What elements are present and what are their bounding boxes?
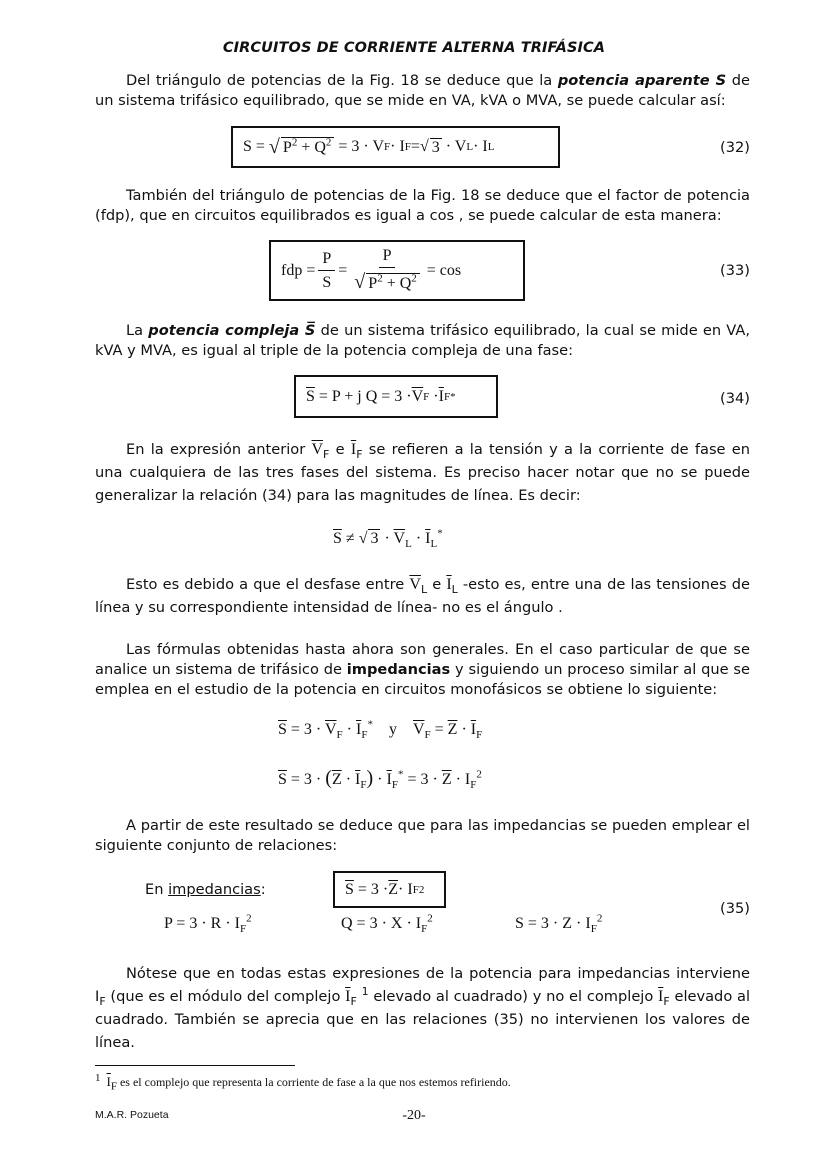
term-impedances: impedancias bbox=[346, 661, 451, 678]
equation-35-label: En impedancias: bbox=[145, 881, 266, 898]
equation-35-reactive-power: $Q = 3 \cdot X \cdot I_F^2$ bbox=[341, 912, 433, 936]
paragraph-note: Nótese que en todas estas expresiones de la potencia para impedancias interviene $I_F$ (que es el módulo del complejo $\overline{I}_F$ $^1$ elevado al cuadrado) y no el complejo $\overline{I}_F$ elevado al cuadrado. También se aprecia que en las relaciones (35) no intervienen los valores de línea. bbox=[95, 965, 751, 1051]
paragraph-complex-power: La potencia compleja S̅ de un sistema trifásico equilibrado, la cual se mide en VA, kVA y MVA, es igual al triple de la potencia compleja de una fase: bbox=[95, 322, 750, 359]
equation-inequality: $\overline{S}$ ≠ √ $3 \cdot \overline{V}_L \cdot \overline{I}_L^*$ bbox=[333, 527, 443, 551]
footer-author: M.A.R. Pozueta bbox=[95, 1109, 169, 1121]
paragraph-apparent-power: Del triángulo de potencias de la Fig. 18 se deduce que la potencia aparente S de un sistema trifásico equilibrado, que se mide en VA, kVA o MVA, se puede calcular así: bbox=[95, 72, 750, 109]
equation-35-number: (35) bbox=[720, 900, 750, 917]
page-number: -20- bbox=[402, 1108, 426, 1123]
paragraph-phase-magnitudes: En la expresión anterior $\overline{V}_F$ e $\overline{I}_F$ se refieren a la tensión y a la corriente de fase en una cualquiera de las tres fases del sistema. Es preciso hacer notar que no se puede generalizar la relación (34) para las magnitudes de línea. Es decir: bbox=[95, 441, 751, 504]
term-complex-power: potencia compleja S̅ bbox=[148, 322, 316, 339]
footnote: $^1$ $\overline{I}_F$ es el complejo que representa la corriente de fase a la que nos estemos refiriendo. bbox=[95, 1072, 511, 1093]
equation-35-apparent-power: $S = 3 \cdot Z \cdot I_F^2$ bbox=[515, 912, 603, 936]
equation-34-box: $\overline{S}$ = P + j Q = 3 · $\overline{V}$ F · $\overline{I}$ F * bbox=[294, 375, 498, 418]
term-apparent-power: potencia aparente S bbox=[557, 72, 727, 89]
equation-derivation-2: $\overline{S} = 3 \cdot (\overline{Z} \cdot \overline{I}_F) \cdot \overline{I}_F^* = 3 \cdot \overline{Z} \cdot I_F^2$ bbox=[278, 767, 482, 792]
equation-34-number: (34) bbox=[720, 390, 750, 407]
paragraph-relations-intro: A partir de este resultado se deduce que para las impedancias se pueden emplear el siguiente conjunto de relaciones: bbox=[95, 817, 750, 854]
equation-33-box: fdp = $\frac{P}{S}$ = $\frac{P}{√ P^2 + Q^2}$ = cos bbox=[269, 240, 525, 301]
equation-33-number: (33) bbox=[720, 262, 750, 279]
paragraph-line-phase-shift: Esto es debido a que el desfase entre $\overline{V}_L$ e $\overline{I}_L$ -esto es, entre una de las tensiones de línea y su correspondiente intensidad de línea- no es el ángulo . bbox=[95, 576, 750, 616]
paragraph-impedances: Las fórmulas obtenidas hasta ahora son generales. En el caso particular de que se analice un sistema de trifásico de impedancias y siguiendo un proceso similar al que se emplea en el estudio de la potencia en circuitos monofásicos se obtiene lo siguiente: bbox=[95, 641, 751, 698]
footnote-divider bbox=[95, 1065, 295, 1066]
equation-32-number: (32) bbox=[720, 139, 750, 156]
equation-32-box: S = √ $P^2 + Q^2$ = 3 · V F · I F = √ 3 · V L · I L bbox=[231, 126, 560, 168]
paragraph-power-factor: También del triángulo de potencias de la Fig. 18 se deduce que el factor de potencia (fdp), que en circuitos equilibrados es igual a cos , se puede calcular de esta manera: bbox=[95, 187, 750, 224]
equation-35-real-power: $P = 3 \cdot R \cdot I_F^2$ bbox=[164, 912, 252, 936]
footnote-reference: 1 bbox=[361, 985, 369, 999]
equation-derivation-1: $\overline{S} = 3 \cdot \overline{V}_F \cdot \overline{I}_F^*$ y $\overline{V}_F = \overline{Z} \cdot \overline{I}_F$ bbox=[278, 718, 483, 742]
equation-35-box: $\overline{S}$ = 3 · $\overline{Z}$ · I F 2 bbox=[333, 871, 446, 908]
page-header: CIRCUITOS DE CORRIENTE ALTERNA TRIFÁSICA bbox=[222, 40, 606, 56]
